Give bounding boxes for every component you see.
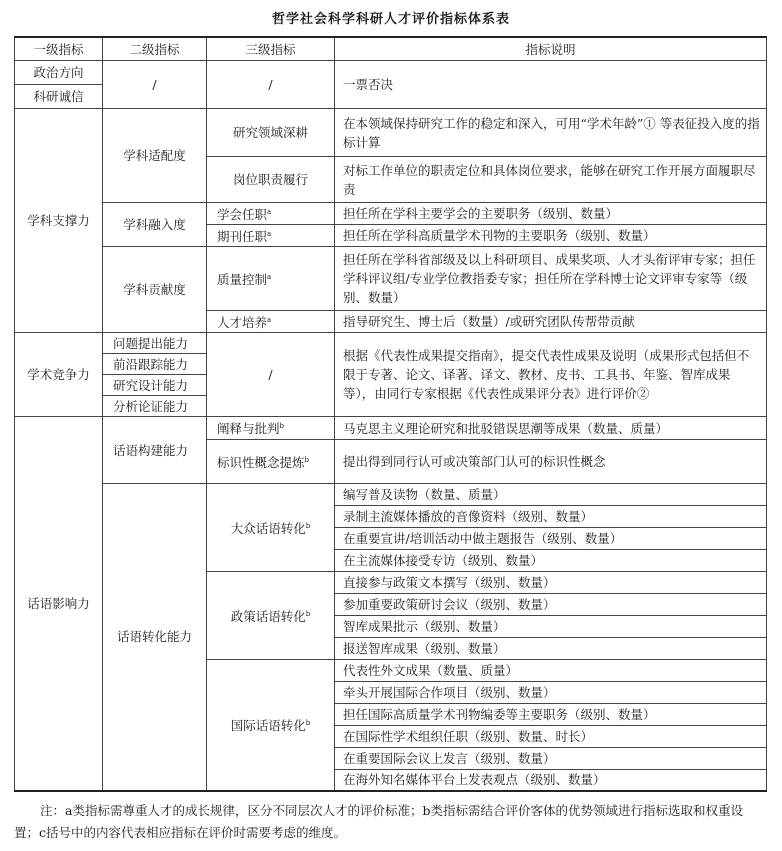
level2-cell: 学科适配度 bbox=[103, 109, 207, 203]
level1-cell: 学术竞争力 bbox=[15, 333, 103, 417]
slash-cell: / bbox=[207, 333, 335, 417]
desc-cell: 根据《代表性成果提交指南》，提交代表性成果及说明（成果形式包括但不限于专著、论文、译著、译文、教材、皮书、工具书、年鉴、智库成果等），由同行专家根据《代表性成果评分表》进行评价② bbox=[335, 333, 767, 417]
table-row bbox=[15, 247, 767, 311]
level3-cell: 阐释与批判$^b$ bbox=[207, 417, 335, 439]
desc-cell: 在重要宣讲/培训活动中做主题报告（级别、数量） bbox=[335, 527, 767, 549]
level1-cell: 政治方向 bbox=[15, 61, 103, 85]
table-row bbox=[15, 483, 767, 505]
table-row bbox=[15, 333, 767, 354]
level2-cell: 研究设计能力 bbox=[103, 375, 207, 396]
desc-cell: 参加重要政策研讨会议（级别、数量） bbox=[335, 593, 767, 615]
table-row bbox=[15, 417, 767, 439]
indicator-table bbox=[14, 36, 767, 792]
header-desc: 指标说明 bbox=[335, 37, 767, 61]
desc-cell: 在主流媒体接受专访（级别、数量） bbox=[335, 549, 767, 571]
level3-cell: 标识性概念提炼$^b$ bbox=[207, 439, 335, 483]
desc-cell: 一票否决 bbox=[335, 61, 767, 109]
desc-cell: 编写普及读物（数量、质量） bbox=[335, 483, 767, 505]
level2-cell: 问题提出能力 bbox=[103, 333, 207, 354]
desc-cell: 马克思主义理论研究和批驳错误思潮等成果（数量、质量） bbox=[335, 417, 767, 439]
page-title: 哲学社会科学科研人才评价指标体系表 bbox=[271, 12, 510, 27]
header-level2: 二级指标 bbox=[103, 37, 207, 61]
level3-cell: 人才培养$^a$ bbox=[207, 311, 335, 333]
level2-cell: 学科贡献度 bbox=[103, 247, 207, 333]
level1-cell: 学科支撑力 bbox=[15, 109, 103, 333]
desc-cell: 报送智库成果（级别、数量） bbox=[335, 637, 767, 659]
desc-cell: 担任所在学科高质量学术刊物的主要职务（级别、数量） bbox=[335, 225, 767, 247]
desc-cell: 录制主流媒体播放的音像资料（级别、数量） bbox=[335, 505, 767, 527]
desc-cell: 在本领域保持研究工作的稳定和深入，可用“学术年龄”① 等表征投入度的指标计算 bbox=[335, 109, 767, 157]
level2-cell: 话语构建能力 bbox=[103, 417, 207, 483]
table-row bbox=[15, 61, 767, 85]
level2-cell: 分析论证能力 bbox=[103, 396, 207, 417]
slash-cell: / bbox=[207, 61, 335, 109]
desc-cell: 在海外知名媒体平台上发表观点（级别、数量） bbox=[335, 769, 767, 791]
desc-cell: 智库成果批示（级别、数量） bbox=[335, 615, 767, 637]
level2-cell: 学科融入度 bbox=[103, 203, 207, 247]
table-row bbox=[15, 203, 767, 225]
header-level3: 三级指标 bbox=[207, 37, 335, 61]
desc-cell: 担任国际高质量学术刊物编委等主要职务（级别、数量） bbox=[335, 703, 767, 725]
slash-cell: / bbox=[103, 61, 207, 109]
desc-cell: 对标工作单位的职责定位和具体岗位要求，能够在研究工作开展方面履职尽责 bbox=[335, 157, 767, 203]
level3-cell: 政策话语转化$^b$ bbox=[207, 571, 335, 659]
level3-cell: 岗位职责履行 bbox=[207, 157, 335, 203]
header-level1: 一级指标 bbox=[15, 37, 103, 61]
desc-cell: 担任所在学科主要学会的主要职务（级别、数量） bbox=[335, 203, 767, 225]
level2-cell: 前沿跟踪能力 bbox=[103, 354, 207, 375]
table-header-row bbox=[15, 37, 767, 61]
desc-cell: 担任所在学科省部级及以上科研项目、成果奖项、人才头衔评审专家；担任学科评议组/专业学位教指委专家；担任所在学科博士论文评审专家等（级别、数量） bbox=[335, 247, 767, 311]
level3-cell: 学会任职$^a$ bbox=[207, 203, 335, 225]
desc-cell: 在重要国际会议上发言（级别、数量） bbox=[335, 747, 767, 769]
table-row bbox=[15, 109, 767, 157]
table-footnote: 注：a类指标需尊重人才的成长规律，区分不同层次人才的评价标准；b类指标需结合评价客体的优势领域进行指标选取和权重设置；c括号中的内容代表相应指标在评价时需要考虑的维度。 bbox=[14, 803, 743, 840]
level3-cell: 质量控制$^a$ bbox=[207, 247, 335, 311]
desc-cell: 在国际性学术组织任职（级别、数量、时长） bbox=[335, 725, 767, 747]
level3-cell: 大众话语转化$^b$ bbox=[207, 483, 335, 571]
level1-cell: 话语影响力 bbox=[15, 417, 103, 791]
level2-cell: 话语转化能力 bbox=[103, 483, 207, 791]
desc-cell: 牵头开展国际合作项目（级别、数量） bbox=[335, 681, 767, 703]
level1-cell: 科研诚信 bbox=[15, 85, 103, 109]
desc-cell: 指导研究生、博士后（数量）/或研究团队传帮带贡献 bbox=[335, 311, 767, 333]
desc-cell: 提出得到同行认可或决策部门认可的标识性概念 bbox=[335, 439, 767, 483]
level3-cell: 研究领域深耕 bbox=[207, 109, 335, 157]
desc-cell: 代表性外文成果（数量、质量） bbox=[335, 659, 767, 681]
level3-cell: 国际话语转化$^b$ bbox=[207, 659, 335, 791]
level3-cell: 期刊任职$^a$ bbox=[207, 225, 335, 247]
desc-cell: 直接参与政策文本撰写（级别、数量） bbox=[335, 571, 767, 593]
